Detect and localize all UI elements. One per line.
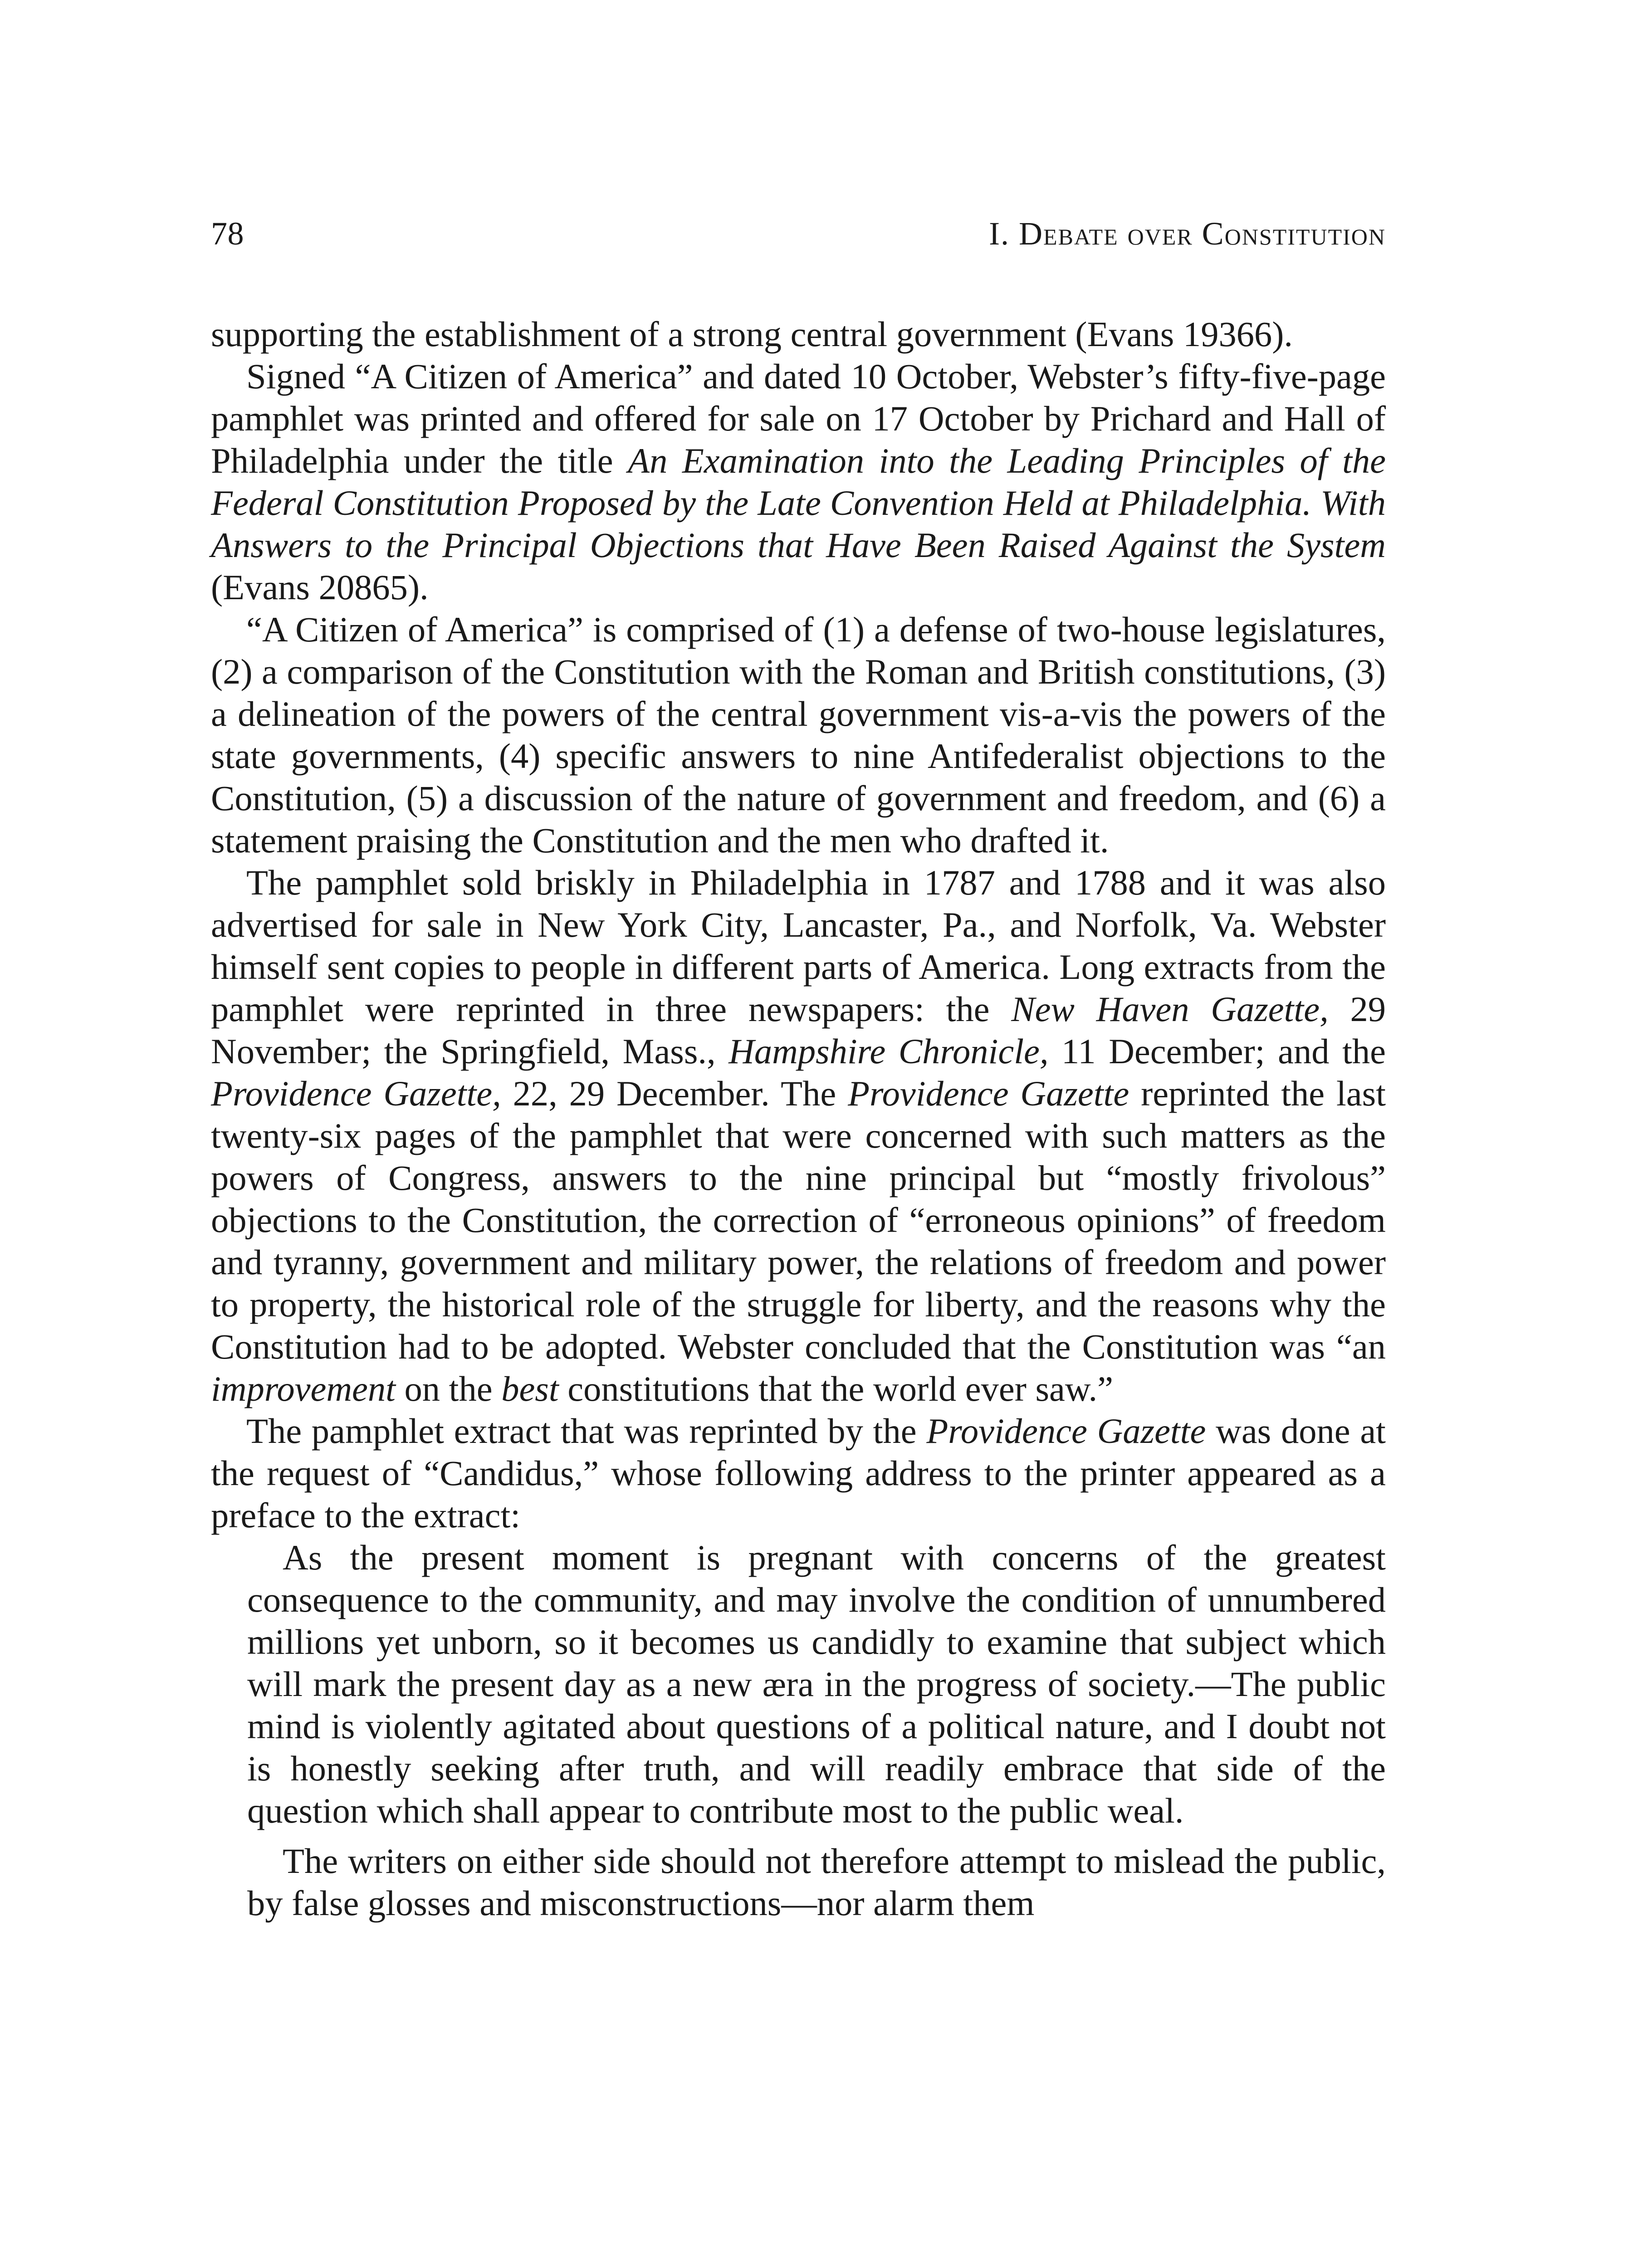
text-run: supporting the establishment of a strong central government (Evans 19366). [211, 314, 1293, 354]
text-run: The pamphlet extract that was reprinted by the [246, 1411, 927, 1451]
running-title: I. Debate over Constitution [989, 215, 1386, 252]
paragraph [211, 861, 1386, 1410]
text-run: As the present moment is pregnant with concerns of the greatest consequence to the community, and may involve the condition of unnumbered millions yet unborn, so it becomes us candidly to examine that subject which will mark the present day as a new æra in the progress of society.—The public mind is violently agitated about questions of a political nature, and I doubt not is honestly seeking after truth, and will readily embrace that side of the question which shall appear to contribute most to the public weal. [247, 1538, 1386, 1830]
text-run: constitutions that the world ever saw.” [558, 1369, 1113, 1408]
newspaper-title: New Haven Gazette, [1011, 989, 1329, 1029]
paragraph [211, 1410, 1386, 1536]
text-run: reprinted the last twenty-six pages of the pamphlet that were concerned with such matters as the powers of Congress, answers to the nine principal but “mostly frivolous” objections to the Constitution, the correction of “erroneous opinions” of freedom and tyranny, government and military power, the relations of freedom and power to property, the historical role of the struggle for liberty, and the reasons why the Constitution had to be adopted. Webster concluded that the Constitution was “an [211, 1074, 1386, 1366]
extract-paragraph [247, 1536, 1386, 1832]
running-head [211, 213, 1386, 263]
extract-paragraph [247, 1840, 1386, 1924]
newspaper-title: Hampshire Chronicle, [728, 1031, 1049, 1071]
text-run: The writers on either side should not therefore attempt to mislead the public, by false glosses and misconstructions—nor alarm them [247, 1841, 1386, 1923]
body-text [211, 313, 1386, 1924]
text-run: “A Citizen of America” is comprised of (1) a defense of two-house legislatures, (2) a comparison of the Constitution with the Roman and British constitutions, (3) a delineation of the powers of the central government vis-a-vis the powers of the state governments, (4) specific answers to nine Antifederalist objections to the Constitution, (5) a discussion of the nature of government and freedom, and (6) a statement praising the Constitution and the men who drafted it. [211, 610, 1386, 860]
text-run: Signed “A Citizen of America” and dated 10 October, Webster’s fifty-five-page pamphlet was printed and offered for sale on 17 October by Prichard and Hall of Philadelphia under the title [211, 357, 1386, 480]
book-title: An Examination into the Leading Principles of the Federal Constitution Proposed by the Late Convention Held at Philadelphia. With Answers to the Principal Objections that Have Been Raised Against the System [211, 441, 1386, 565]
paragraph [211, 355, 1386, 608]
emphasis: improvement [211, 1369, 396, 1408]
page-number: 78 [211, 215, 244, 252]
text-run: 29 November; the Springfield, Mass., [211, 989, 1386, 1071]
extract-quotation [247, 1536, 1386, 1924]
newspaper-title: Providence Gazette, [211, 1074, 501, 1113]
text-run: (Evans 20865). [211, 567, 429, 607]
newspaper-title: Providence Gazette [848, 1074, 1129, 1113]
text-run: was done at the request of “Candidus,” whose following address to the printer appeared as a preface to the extract: [211, 1411, 1386, 1535]
newspaper-title: Providence Gazette [926, 1411, 1206, 1451]
text-run: 22, 29 December. The [501, 1074, 848, 1113]
paragraph [211, 313, 1386, 355]
paragraph [211, 608, 1386, 861]
text-run: on the [395, 1369, 502, 1408]
emphasis: best [501, 1369, 559, 1408]
text-run: 11 December; and the [1048, 1031, 1386, 1071]
text-run: The pamphlet sold briskly in Philadelphia in 1787 and 1788 and it was also advertised for sale in New York City, Lancaster, Pa., and Norfolk, Va. Webster himself sent copies to people in different parts of America. Long extracts from the pamphlet were reprinted in three newspapers: the [211, 863, 1386, 1029]
page [211, 213, 1386, 1924]
